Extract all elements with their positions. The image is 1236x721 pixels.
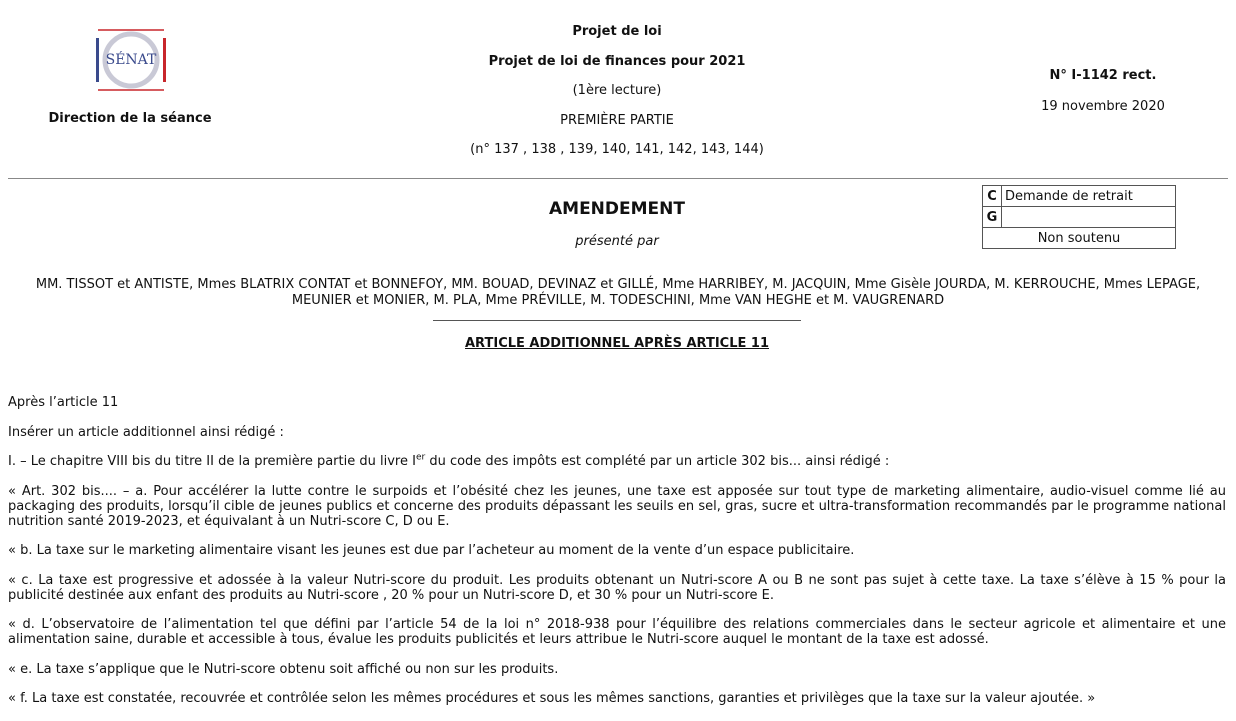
part-label: PREMIÈRE PARTIE (560, 112, 674, 128)
superscript: er (415, 452, 426, 463)
amendment-date: 19 novembre 2020 (1041, 99, 1165, 114)
body-paragraph: « b. La taxe sur le marketing alimentaire visant les jeunes est due par l’acheteur au moment de la vente d’un espace publicitaire. (8, 543, 855, 558)
presented-by: présenté par (575, 234, 659, 249)
status-label: Demande de retrait (1002, 186, 1176, 207)
amendment-body (8, 395, 1226, 721)
logo-text: SÉNAT (105, 52, 157, 68)
senat-logo-graphic (95, 24, 167, 96)
status-row (983, 228, 1176, 249)
header-divider (8, 178, 1228, 179)
amendment-number: N° I-1142 rect. (1049, 68, 1157, 83)
authors-divider (433, 320, 801, 321)
body-paragraph: « d. L’observatoire de l’alimentation tel que défini par l’article 54 de la loi n° 2018-938 pour l’équilibre des relations commerciales dans le secteur agricole et alimentaire et une alimentation saine, durable et accessible à tous, évalue les produits publicités et leurs attribue le Nutri-score auquel le montant de la taxe est adossé. (8, 617, 1226, 647)
bill-type: Projet de loi (572, 24, 662, 39)
status-row (983, 186, 1176, 207)
status-box (982, 185, 1176, 249)
article-title: ARTICLE ADDITIONNEL APRÈS ARTICLE 11 (465, 336, 769, 351)
reading-label: (1ère lecture) (572, 83, 662, 98)
body-text: I. – Le chapitre VIII bis du titre II de la première partie du livre I (8, 454, 416, 469)
body-paragraph: « f. La taxe est constatée, recouvrée et contrôlée selon les mêmes procédures et sous les mêmes sanctions, garanties et privilèges que la taxe sur la valeur ajoutée. » (8, 691, 1096, 706)
bill-header (400, 24, 834, 172)
senat-logo (95, 24, 167, 96)
body-paragraph: « Art. 302 bis.... – a. Pour accélérer la lutte contre le surpoids et l’obésité chez les jeunes, une taxe est apposée sur tout type de marketing alimentaire, audio-visuel comme lié au packaging des produits, lorsqu’il cible de jeunes publics et concerne des produits dépassant les seuils en sel, gras, sucre et ultra-transformation recommandés par le programme national nutrition santé 2019-2023, et équivalant à un Nutri-score C, D ou E. (8, 483, 1226, 529)
bill-title: Projet de loi de finances pour 2021 (488, 53, 746, 69)
status-code: G (983, 207, 1002, 228)
status-label: Non soutenu (983, 228, 1176, 249)
status-label (1002, 207, 1176, 228)
body-paragraph: Insérer un article additionnel ainsi rédigé : (8, 424, 284, 440)
body-paragraph (8, 454, 1226, 469)
status-code: C (983, 186, 1002, 207)
bill-numbers: (n° 137 , 138 , 139, 140, 141, 142, 143, 144) (470, 142, 764, 157)
amendment-title: AMENDEMENT (549, 199, 685, 219)
body-paragraph: « c. La taxe est progressive et adossée à la valeur Nutri-score du produit. Les produits obtenant un Nutri-score A ou B ne sont pas sujet à cette taxe. La taxe s’élève à 15 % pour la publicité destinée aux enfant des produits au Nutri-score , 20 % pour un Nutri-score D, et 30 % pour un Nutri-score E. (8, 572, 1226, 603)
status-row (983, 207, 1176, 228)
body-paragraph: « e. La taxe s’applique que le Nutri-score obtenu soit affiché ou non sur les produits. (8, 661, 559, 677)
body-text: du code des impôts est complété par un article 302 bis... ainsi rédigé : (425, 454, 890, 469)
direction-label: Direction de la séance (48, 111, 212, 126)
authors-list: MM. TISSOT et ANTISTE, Mmes BLATRIX CONTAT et BONNEFOY, MM. BOUAD, DEVINAZ et GILLÉ, Mme HARRIBEY, M. JACQUIN, Mme Gisèle JOURDA, M. KERROUCHE, Mmes LEPAGE, MEUNIER et MONIER, M. PLA, Mme PRÉVILLE, M. TODESCHINI, Mme VAN HEGHE et M. VAUGRENARD (35, 277, 1201, 308)
body-paragraph: Après l’article 11 (8, 395, 119, 410)
